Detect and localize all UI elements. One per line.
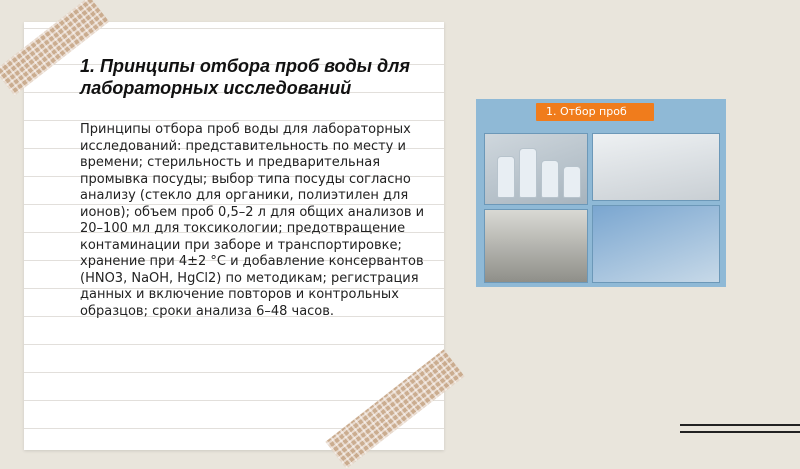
photo-water-tap [484, 209, 588, 283]
decorative-lines [680, 424, 800, 438]
bottle-shape [519, 148, 537, 198]
photo-header-label: 1. Отбор проб [536, 103, 654, 121]
photo-lab-glassware [592, 205, 720, 283]
photo-bottles [484, 133, 588, 205]
bottle-shape [497, 156, 515, 198]
bottle-shape [541, 160, 559, 198]
slide-body-text: Принципы отбора проб воды для лабораторных исследований: представительность по месту и времени; стерильность и предварительная промывка посуды; выбор типа посуды согласно анализу (стекло для органики, полиэтилен для ионов); объем проб 0,5–2 л для общих анализов и 20–100 мл для токсикологии; предотвращение контаминации при заборе и транспортировке; хранение при 4±2 °C и добавление консервантов (HNO3, NaOH, HgCl2) по методикам; регистрация данных и включение повторов и контрольных образцов; сроки анализа 6–48 часов. [80, 122, 425, 319]
photo-sink-sampling [592, 133, 720, 201]
bottle-shape [563, 166, 581, 198]
sampling-photo-collage [476, 99, 726, 287]
slide-title: 1. Принципы отбора проб воды для лабораторных исследований [80, 56, 410, 98]
